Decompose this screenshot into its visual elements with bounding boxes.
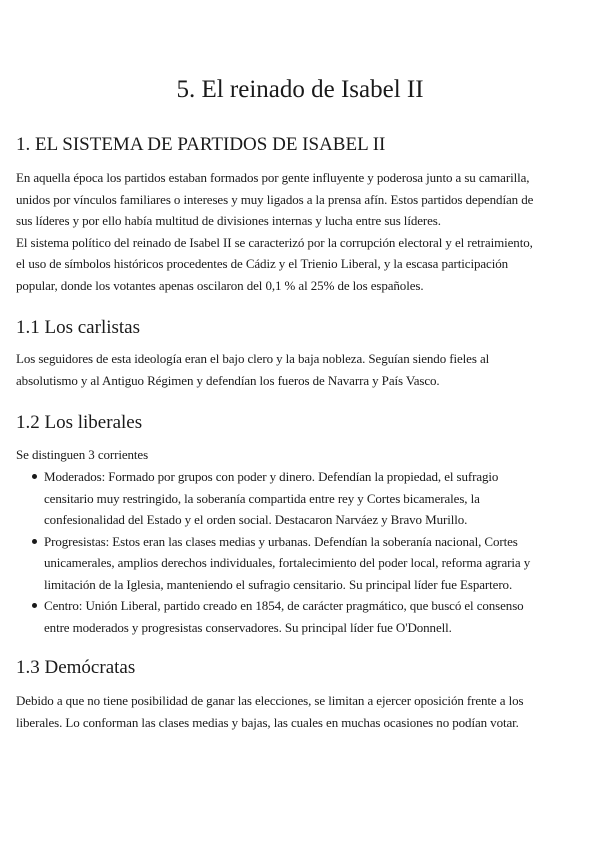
section-liberales-intro (16, 444, 588, 466)
section-sistema-partidos-body (16, 167, 588, 296)
text-line: el uso de símbolos históricos procedentes de Cádiz y el Trienio Liberal, y la escasa participación (16, 256, 509, 271)
section-heading-carlistas: 1.1 Los carlistas (16, 317, 141, 338)
text-line: sus líderes y por ello había multitud de divisiones internas y lucha entre sus líderes. (16, 213, 441, 228)
text-line: unicamerales, amplios derechos individuales, fortalecimiento del poder local, reforma agraria y (44, 555, 531, 570)
text-line: Moderados: Formado por grupos con poder y dinero. Defendían la propiedad, el sufragio (44, 469, 499, 484)
text-line: Se distinguen 3 corrientes (16, 447, 149, 462)
text-line: En aquella época los partidos estaban formados por gente influyente y poderosa junto a su camarilla, (16, 170, 530, 185)
text-line: Los seguidores de esta ideología eran el bajo clero y la baja nobleza. Seguían siendo fieles al (16, 351, 490, 366)
list-item-centro (16, 595, 588, 638)
text-line: censitario muy restringido, la soberanía compartida entre rey y Cortes bicamerales, la (44, 490, 480, 506)
text-line: Progresistas: Estos eran las clases medias y urbanas. Defendían la soberanía nacional, Cortes (44, 533, 518, 549)
section-heading-sistema-partidos: 1. EL SISTEMA DE PARTIDOS DE ISABEL II (16, 134, 386, 155)
text-line: unidos por vínculos familiares o intereses y muy ligados a la prensa afín. Estos partidos dependían de (16, 191, 534, 207)
text-line: absolutismo y al Antiguo Régimen y defendían los fueros de Navarra y País Vasco. (16, 372, 440, 388)
page-title: 5. El reinado de Isabel II (176, 76, 424, 103)
text-line: entre moderados y progresistas conservadores. Su principal líder fue O'Donnell. (44, 619, 452, 635)
bullet-icon (32, 539, 37, 544)
list-item-progresistas (16, 531, 588, 596)
text-line: confesionalidad del Estado y el orden social. Destacaron Narváez y Bravo Murillo. (44, 512, 468, 527)
section-heading-democratas: 1.3 Demócratas (16, 657, 136, 678)
list-item-moderados (16, 466, 588, 531)
section-heading-liberales: 1.2 Los liberales (16, 412, 143, 433)
text-line: popular, donde los votantes apenas oscilaron del 0,1 % al 25% de los españoles. (16, 277, 424, 293)
text-line: limitación de la Iglesia, manteniendo el sufragio censitario. Su principal líder fue Espartero. (44, 576, 513, 592)
section-carlistas-body (16, 348, 588, 391)
text-line: Debido a que no tiene posibilidad de ganar las elecciones, se limitan a ejercer oposición frente a los (16, 693, 524, 708)
text-line: El sistema político del reinado de Isabel II se caracterizó por la corrupción electoral y el retraimiento, (16, 234, 533, 250)
bullet-icon (32, 603, 37, 608)
bullet-icon (32, 474, 37, 479)
text-line: Centro: Unión Liberal, partido creado en 1854, de carácter pragmático, que buscó el consenso (44, 598, 524, 613)
liberal-currents-list (16, 466, 588, 638)
section-democratas-body (16, 690, 588, 733)
text-line: liberales. Lo conforman las clases medias y bajas, las cuales en muchas ocasiones no podían votar. (16, 714, 519, 730)
